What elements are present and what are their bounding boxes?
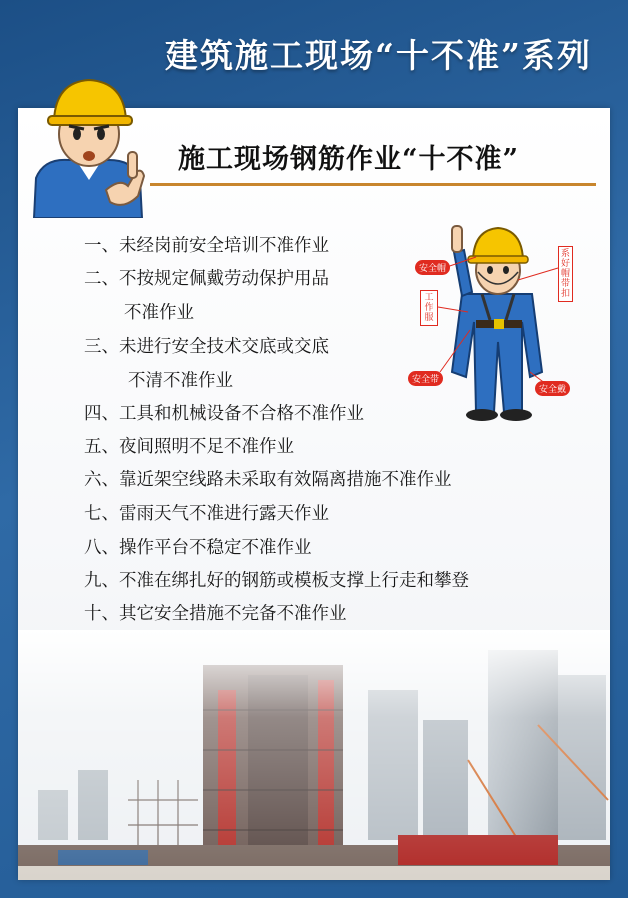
rule-item: 五、夜间照明不足不准作业: [84, 437, 294, 457]
series-title: 建筑施工现场“十不准”系列: [165, 36, 592, 75]
label-helmet: 安全帽: [415, 260, 450, 275]
rule-item: 三、未进行安全技术交底或交底: [84, 337, 329, 357]
construction-site-image: [18, 630, 610, 880]
label-uniform: 工作服: [420, 290, 438, 326]
rule-item: 九、不准在绑扎好的钢筋或模板支撑上行走和攀登: [84, 571, 469, 591]
label-gloves: 安全戴: [535, 381, 570, 396]
rule-item: 十、其它安全措施不完备不准作业: [84, 604, 347, 624]
label-chin-strap: 系好帽带扣: [558, 246, 573, 302]
label-safety-belt: 安全带: [408, 371, 443, 386]
pointing-worker-illustration: [24, 68, 154, 218]
rule-item: 七、雷雨天气不准进行露天作业: [84, 504, 329, 524]
rule-item-continuation: 不清不准作业: [128, 371, 233, 391]
rule-item: 四、工具和机械设备不合格不准作业: [84, 404, 364, 424]
rule-item: 一、未经岗前安全培训不准作业: [84, 236, 329, 256]
rule-item-continuation: 不准作业: [124, 303, 194, 323]
poster-subtitle: 施工现场钢筋作业“十不准”: [178, 144, 520, 175]
rule-item: 六、靠近架空线路未采取有效隔离措施不准作业: [84, 470, 452, 490]
rule-item: 八、操作平台不稳定不准作业: [84, 538, 312, 558]
title-underline: [150, 183, 596, 186]
rule-item: 二、不按规定佩戴劳动保护用品: [84, 269, 329, 289]
